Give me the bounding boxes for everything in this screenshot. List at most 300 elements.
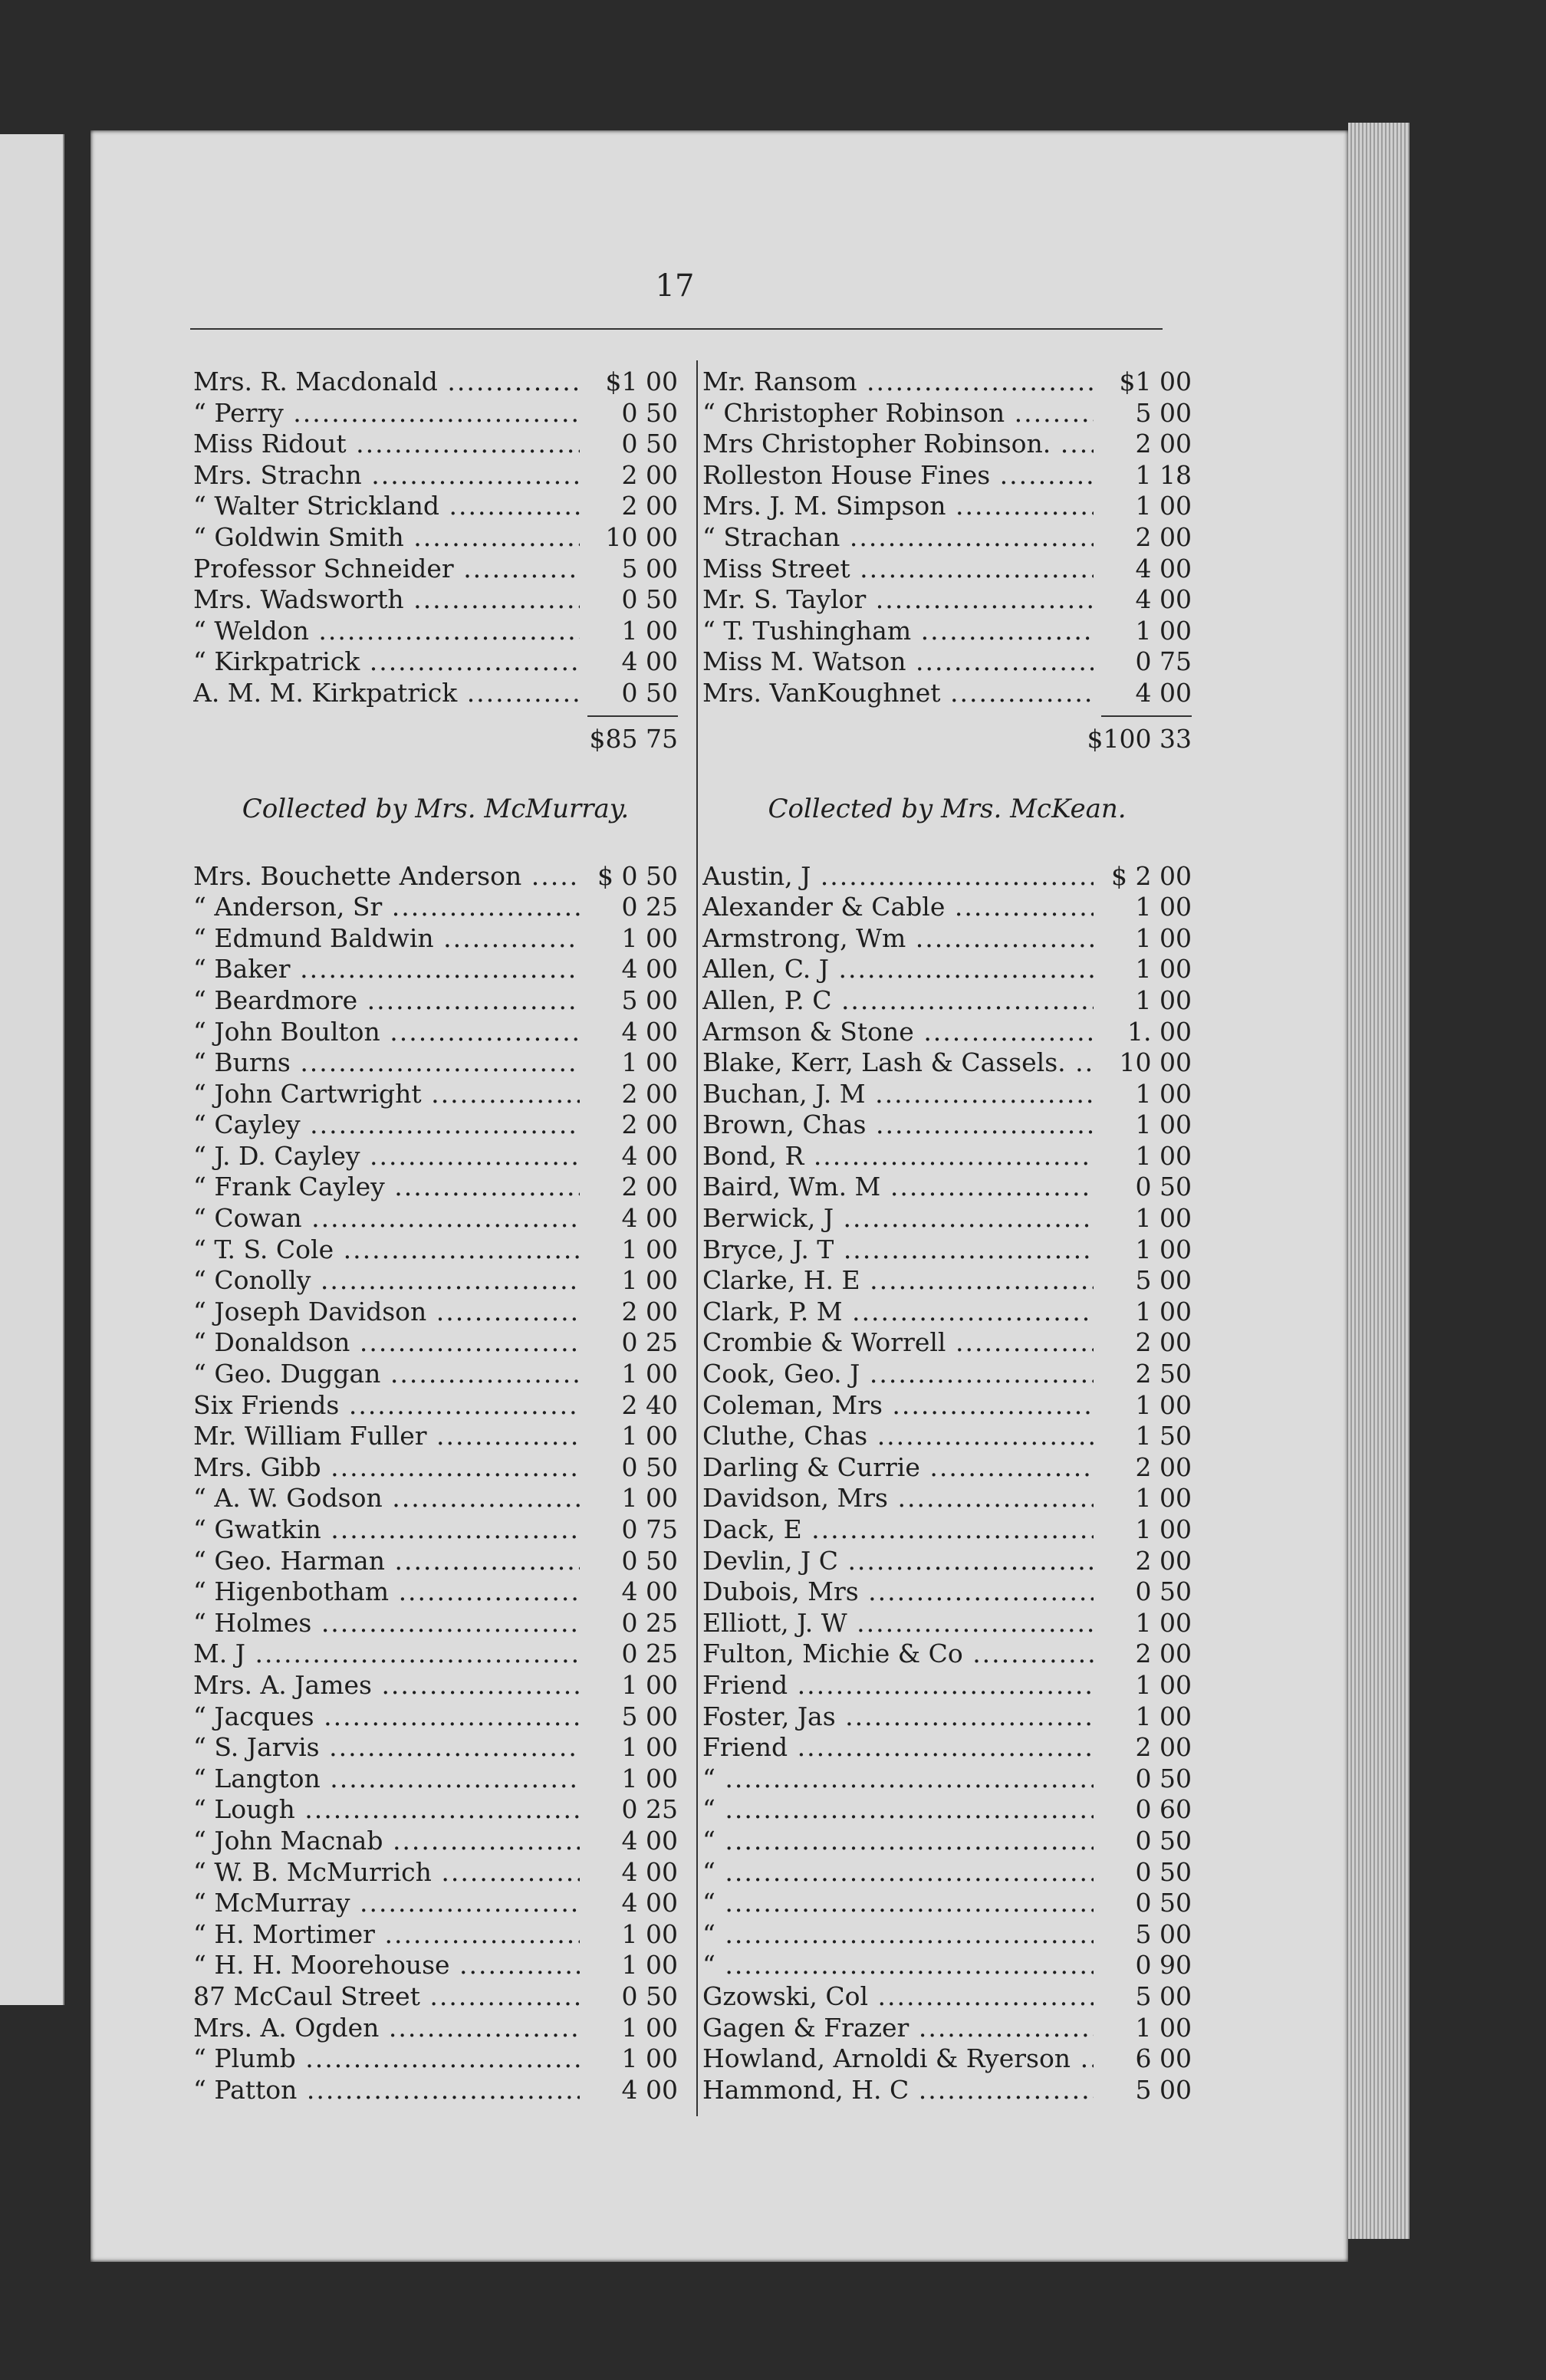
subscriber-name: “ Cowan <box>193 1203 302 1234</box>
list-item <box>702 985 1192 1017</box>
subscription-amount: 0 50 <box>580 584 678 616</box>
list-item <box>193 1421 678 1452</box>
subscriber-name: “ Joseph Davidson <box>193 1296 427 1326</box>
subscription-amount: 6 00 <box>1094 2043 1192 2075</box>
subscriber-name: Elliott, J. W <box>702 1607 847 1638</box>
list-item <box>702 1826 1192 1857</box>
subscriber-name: “ <box>702 1794 715 1825</box>
subscriber-name: Howland, Arnoldi & Ryerson <box>702 2043 1071 2074</box>
subscription-amount: 5 00 <box>1094 1981 1192 2013</box>
subscription-amount: 1 00 <box>1094 491 1192 522</box>
subscription-amount: 1 00 <box>1094 1234 1192 1266</box>
list-item <box>702 646 1192 678</box>
list-item <box>193 1857 678 1889</box>
subscriber-name: Miss Street <box>702 553 850 583</box>
list-item <box>702 1981 1192 2013</box>
subscriber-name: “ McMurray <box>193 1888 350 1918</box>
list-item <box>193 1546 678 1577</box>
left-subscriber-list-1 <box>193 367 678 709</box>
list-item <box>193 1670 678 1701</box>
subscriber-name: “ Holmes <box>193 1607 312 1638</box>
list-item <box>702 2043 1192 2075</box>
subscription-amount: 1 00 <box>580 1483 678 1514</box>
list-item <box>702 1794 1192 1826</box>
list-item <box>702 1452 1192 1484</box>
subscription-amount: 1 50 <box>1094 1421 1192 1452</box>
subscription-amount: 0 50 <box>1094 1764 1192 1795</box>
list-item <box>193 2043 678 2075</box>
subscription-amount: 4 00 <box>580 1857 678 1889</box>
subscriber-name: Clarke, H. E <box>702 1265 860 1296</box>
subscription-amount: 5 00 <box>580 1701 678 1733</box>
subscription-amount: 4 00 <box>1094 554 1192 585</box>
list-item <box>702 1047 1192 1079</box>
subscriber-name: Mrs Christopher Robinson. <box>702 429 1051 459</box>
list-item <box>702 1732 1192 1764</box>
subscription-amount: 2 00 <box>580 1109 678 1141</box>
subscription-amount: 1. 00 <box>1094 1017 1192 1048</box>
list-item <box>702 1109 1192 1141</box>
subscription-amount: 0 50 <box>1094 1172 1192 1203</box>
subscriber-name: “ Patton <box>193 2074 298 2105</box>
subscription-amount: 0 50 <box>580 678 678 709</box>
subscription-amount: 1 00 <box>580 2013 678 2044</box>
subscription-amount: 1 00 <box>1094 1701 1192 1733</box>
list-item <box>193 1172 678 1203</box>
subscriber-name: Fulton, Michie & Co <box>702 1639 963 1669</box>
subscriber-name: “ Gwatkin <box>193 1514 321 1544</box>
subscription-amount: 1 00 <box>1094 1483 1192 1514</box>
subscriber-name: Mrs. J. M. Simpson <box>702 491 946 521</box>
subscriber-name: Austin, J <box>702 860 811 891</box>
list-item <box>193 1079 678 1110</box>
subscriber-name: Armson & Stone <box>702 1016 914 1047</box>
list-item <box>702 2075 1192 2106</box>
list-item <box>193 1888 678 1919</box>
subscription-amount: 1 18 <box>1094 460 1192 491</box>
list-item <box>193 1203 678 1234</box>
list-item <box>193 1639 678 1670</box>
subscriber-name: Miss M. Watson <box>702 646 906 677</box>
subscription-amount: 1 00 <box>1094 1141 1192 1172</box>
subscriber-name: Allen, C. J <box>702 954 829 985</box>
list-item <box>193 861 678 893</box>
subscriber-name: Darling & Currie <box>702 1451 920 1482</box>
list-item <box>193 1576 678 1608</box>
subscription-amount: 0 50 <box>580 429 678 460</box>
list-item <box>702 398 1192 429</box>
list-item <box>193 1297 678 1328</box>
list-item <box>193 1794 678 1826</box>
subscriber-name: “ <box>702 1888 715 1918</box>
list-item <box>193 367 678 398</box>
subscriber-name: “ Cayley <box>193 1109 301 1140</box>
list-item <box>702 491 1192 522</box>
list-item <box>702 1639 1192 1670</box>
subscription-amount: 2 00 <box>580 1297 678 1328</box>
subscriber-name: M. J <box>193 1639 245 1669</box>
list-item <box>702 892 1192 923</box>
subscription-amount: 5 00 <box>1094 1265 1192 1297</box>
left-subscriber-list-2 <box>193 861 678 2106</box>
list-item <box>193 2013 678 2044</box>
list-item <box>702 2013 1192 2044</box>
list-item <box>702 584 1192 616</box>
list-item <box>702 1390 1192 1422</box>
subscription-amount: 1 00 <box>1094 1297 1192 1328</box>
list-item <box>193 1265 678 1297</box>
subscription-amount: 5 00 <box>580 985 678 1017</box>
left-section-heading: Collected by Mrs. McMurray. <box>242 793 630 824</box>
list-item <box>702 1203 1192 1234</box>
list-item <box>702 1701 1192 1733</box>
list-item <box>702 1857 1192 1889</box>
subscription-amount: 1 00 <box>580 1732 678 1764</box>
subscription-amount: 5 00 <box>580 554 678 585</box>
subscription-amount: 4 00 <box>580 2075 678 2106</box>
subscriber-name: Crombie & Worrell <box>702 1327 946 1358</box>
subscription-amount: 1 00 <box>580 1670 678 1701</box>
subscription-amount: 0 90 <box>1094 1950 1192 1981</box>
subscription-amount: 1 00 <box>580 1234 678 1266</box>
subscriber-name: Mr. S. Taylor <box>702 584 867 615</box>
subscription-amount: 1 00 <box>1094 1079 1192 1110</box>
right-total-rule <box>702 709 1192 722</box>
list-item <box>193 1826 678 1857</box>
subscriber-name: “ Lough <box>193 1794 295 1825</box>
list-item <box>702 367 1192 398</box>
subscriber-name: “ John Boulton <box>193 1016 380 1047</box>
subscription-amount: 1 00 <box>580 616 678 647</box>
right-total: $100 33 <box>1087 723 1192 754</box>
subscriber-name: Berwick, J <box>702 1203 834 1234</box>
list-item <box>702 1576 1192 1608</box>
subscriber-name: Mr. William Fuller <box>193 1421 427 1451</box>
subscription-amount: 4 00 <box>1094 678 1192 709</box>
subscriber-name: “ T. Tushingham <box>702 615 912 646</box>
subscription-amount: 4 00 <box>1094 584 1192 616</box>
subscriber-name: “ <box>702 1763 715 1793</box>
subscriber-name: Mrs. VanKoughnet <box>702 677 941 708</box>
subscription-amount: 2 00 <box>1094 1639 1192 1670</box>
subscriber-name: A. M. M. Kirkpatrick <box>193 677 458 708</box>
subscriber-name: “ Beardmore <box>193 985 358 1015</box>
subscriber-name: Gzowski, Col <box>702 1981 868 2011</box>
subscriber-name: “ Burns <box>193 1047 291 1078</box>
right-section-heading: Collected by Mrs. McKean. <box>768 793 1127 824</box>
right-column <box>702 367 1192 2106</box>
facing-page-edge <box>0 134 64 2005</box>
list-item <box>193 1514 678 1546</box>
subscription-amount: 10 00 <box>580 522 678 554</box>
list-item <box>702 1764 1192 1795</box>
list-item <box>193 1017 678 1048</box>
subscriber-name: Mrs. Wadsworth <box>193 584 404 615</box>
list-item <box>193 1919 678 1951</box>
list-item <box>702 460 1192 491</box>
left-total: $85 75 <box>589 723 678 754</box>
subscriber-name: Clark, P. M <box>702 1296 843 1326</box>
list-item <box>702 954 1192 985</box>
header-rule <box>190 328 1163 330</box>
subscriber-name: Mrs. A. Ogden <box>193 2012 380 2043</box>
subscriber-name: “ J. D. Cayley <box>193 1140 360 1171</box>
subscriber-name: Friend <box>702 1732 788 1763</box>
list-item <box>702 1265 1192 1297</box>
subscription-amount: 2 40 <box>580 1390 678 1422</box>
subscriber-name: “ <box>702 1825 715 1856</box>
list-item <box>193 1359 678 1390</box>
subscription-amount: 4 00 <box>580 954 678 985</box>
subscriber-name: “ Frank Cayley <box>193 1172 385 1202</box>
subscriber-name: Bond, R <box>702 1140 804 1171</box>
subscriber-name: Dack, E <box>702 1514 802 1544</box>
list-item <box>702 616 1192 647</box>
subscription-amount: 0 50 <box>1094 1888 1192 1919</box>
list-item <box>193 954 678 985</box>
list-item <box>702 678 1192 709</box>
subscription-amount: 1 00 <box>1094 985 1192 1017</box>
subscription-amount: $ 2 00 <box>1094 861 1192 893</box>
subscription-amount: 4 00 <box>580 1826 678 1857</box>
list-item <box>702 1546 1192 1577</box>
list-item <box>702 1483 1192 1514</box>
subscriber-name: Mrs. A. James <box>193 1669 372 1700</box>
list-item <box>702 1670 1192 1701</box>
subscription-amount: 10 00 <box>1094 1047 1192 1079</box>
subscription-amount: 4 00 <box>580 1203 678 1234</box>
subscriber-name: Mr. Ransom <box>702 367 857 396</box>
subscription-amount: 4 00 <box>580 1576 678 1608</box>
subscription-amount: 0 25 <box>580 1794 678 1826</box>
subscriber-name: “ <box>702 1950 715 1981</box>
subscriber-name: “ Langton <box>193 1763 321 1793</box>
subscriber-name: Coleman, Mrs <box>702 1389 883 1420</box>
list-item <box>702 1950 1192 1981</box>
subscription-amount: 2 00 <box>580 460 678 491</box>
subscriber-name: Professor Schneider <box>193 553 454 583</box>
subscription-amount: 0 50 <box>580 1981 678 2013</box>
list-item <box>193 554 678 585</box>
subscription-amount: 4 00 <box>580 1017 678 1048</box>
list-item <box>193 1483 678 1514</box>
list-item <box>702 1919 1192 1951</box>
list-item <box>702 522 1192 554</box>
subscriber-name: “ Goldwin Smith <box>193 521 404 552</box>
subscription-amount: 0 50 <box>1094 1826 1192 1857</box>
list-item <box>702 861 1192 893</box>
subscriber-name: “ Geo. Duggan <box>193 1359 381 1389</box>
subscriber-name: “ Walter Strickland <box>193 491 439 521</box>
subscription-amount: 1 00 <box>1094 2013 1192 2044</box>
subscriber-name: “ John Cartwright <box>193 1078 422 1109</box>
subscriber-name: “ T. S. Cole <box>193 1234 334 1264</box>
subscriber-name: Gagen & Frazer <box>702 2012 910 2043</box>
subscription-amount: 1 00 <box>1094 923 1192 955</box>
subscription-amount: 0 25 <box>580 1327 678 1359</box>
subscriber-name: “ Kirkpatrick <box>193 646 360 677</box>
subscriber-name: “ Anderson, Sr <box>193 892 383 922</box>
list-item <box>193 522 678 554</box>
list-item <box>702 1141 1192 1172</box>
subscription-amount: 0 50 <box>1094 1857 1192 1889</box>
list-item <box>702 1888 1192 1919</box>
subscription-amount: 0 25 <box>580 892 678 923</box>
subscriber-name: “ H. Mortimer <box>193 1918 375 1949</box>
subscriber-name: “ Strachan <box>702 521 840 552</box>
subscription-amount: 0 60 <box>1094 1794 1192 1826</box>
subscription-amount: 2 00 <box>1094 1327 1192 1359</box>
subscription-amount: 1 00 <box>580 2043 678 2075</box>
list-item <box>193 923 678 955</box>
left-total-rule <box>193 709 678 722</box>
column-divider <box>696 360 698 2116</box>
list-item <box>702 1079 1192 1110</box>
list-item <box>702 923 1192 955</box>
subscriber-name: Alexander & Cable <box>702 892 946 922</box>
subscription-amount: 0 25 <box>580 1608 678 1639</box>
subscriber-name: 87 McCaul Street <box>193 1981 420 2011</box>
subscription-amount: 2 00 <box>1094 1452 1192 1484</box>
subscription-amount: 1 00 <box>580 1919 678 1951</box>
list-item <box>193 1732 678 1764</box>
list-item <box>702 1421 1192 1452</box>
subscriber-name: “ <box>702 1918 715 1949</box>
subscriber-name: “ Edmund Baldwin <box>193 922 434 953</box>
subscription-amount: 4 00 <box>580 1141 678 1172</box>
list-item <box>193 429 678 460</box>
subscriber-name: “ <box>702 1856 715 1887</box>
subscription-amount: 0 50 <box>1094 1576 1192 1608</box>
subscription-amount: 0 50 <box>580 398 678 429</box>
list-item <box>193 985 678 1017</box>
subscriber-name: Davidson, Mrs <box>702 1483 888 1514</box>
list-item <box>702 1172 1192 1203</box>
subscriber-name: “ Higenbotham <box>193 1576 390 1607</box>
subscriber-name: Friend <box>702 1669 788 1700</box>
list-item <box>702 1234 1192 1266</box>
right-subscriber-list-1 <box>702 367 1192 709</box>
subscriber-name: Armstrong, Wm <box>702 922 906 953</box>
subscription-amount: 4 00 <box>580 1888 678 1919</box>
subscription-amount: 5 00 <box>1094 398 1192 429</box>
subscriber-name: “ Conolly <box>193 1265 311 1296</box>
subscriber-name: Miss Ridout <box>193 429 347 459</box>
list-item <box>702 1514 1192 1546</box>
list-item <box>702 1608 1192 1639</box>
list-item <box>193 616 678 647</box>
subscriber-name: Bryce, J. T <box>702 1234 834 1264</box>
subscription-amount: 0 25 <box>580 1639 678 1670</box>
subscription-amount: $ 0 50 <box>580 861 678 893</box>
subscription-amount: 1 00 <box>1094 1390 1192 1422</box>
list-item <box>193 584 678 616</box>
subscriber-name: “ Baker <box>193 954 291 985</box>
subscription-amount: 0 75 <box>580 1514 678 1546</box>
subscription-amount: 1 00 <box>580 923 678 955</box>
list-item <box>702 1017 1192 1048</box>
list-item <box>702 1359 1192 1390</box>
subscriber-name: Hammond, H. C <box>702 2074 910 2105</box>
list-item <box>193 1390 678 1422</box>
page-stack-edges <box>1348 123 1409 2239</box>
list-item <box>702 429 1192 460</box>
left-column <box>193 367 678 2106</box>
list-item <box>193 491 678 522</box>
subscription-amount: 1 00 <box>580 1950 678 1981</box>
list-item <box>193 646 678 678</box>
subscriber-name: “ John Macnab <box>193 1825 383 1856</box>
subscriber-name: “ Weldon <box>193 615 309 646</box>
subscription-amount: 0 50 <box>580 1546 678 1577</box>
subscription-amount: $1 00 <box>580 367 678 398</box>
right-subscriber-list-2 <box>702 861 1192 2106</box>
subscriber-name: “ H. H. Moorehouse <box>193 1950 450 1981</box>
subscriber-name: Six Friends <box>193 1389 340 1420</box>
subscription-amount: 2 00 <box>1094 1546 1192 1577</box>
subscriber-name: “ Geo. Harman <box>193 1545 385 1576</box>
subscriber-name: Cook, Geo. J <box>702 1359 860 1389</box>
subscriber-name: “ S. Jarvis <box>193 1732 320 1763</box>
subscription-amount: 1 00 <box>1094 892 1192 923</box>
subscription-amount: 2 00 <box>1094 1732 1192 1764</box>
list-item <box>193 1047 678 1079</box>
list-item <box>193 2075 678 2106</box>
subscriber-name: “ W. B. McMurrich <box>193 1856 432 1887</box>
list-item <box>702 554 1192 585</box>
subscriber-name: Allen, P. C <box>702 985 832 1015</box>
subscriber-name: Dubois, Mrs <box>702 1576 859 1607</box>
subscriber-name: Brown, Chas <box>702 1109 867 1140</box>
list-item <box>193 1981 678 2013</box>
list-item <box>193 1608 678 1639</box>
list-item <box>193 398 678 429</box>
page-number: 17 <box>655 268 695 304</box>
list-item <box>193 892 678 923</box>
subscriber-name: “ A. W. Godson <box>193 1483 383 1514</box>
subscription-amount: 1 00 <box>1094 1109 1192 1141</box>
subscriber-name: Baird, Wm. M <box>702 1172 881 1202</box>
subscription-amount: 2 00 <box>1094 429 1192 460</box>
list-item <box>193 1109 678 1141</box>
subscription-amount: 5 00 <box>1094 2075 1192 2106</box>
subscription-amount: 1 00 <box>580 1764 678 1795</box>
subscriber-name: Rolleston House Fines <box>702 459 991 490</box>
subscription-amount: 5 00 <box>1094 1919 1192 1951</box>
list-item <box>193 1452 678 1484</box>
subscriber-name: Mrs. Strachn <box>193 459 362 490</box>
subscriber-name: Devlin, J C <box>702 1545 838 1576</box>
subscription-amount: 2 50 <box>1094 1359 1192 1390</box>
subscription-amount: 0 75 <box>1094 646 1192 678</box>
subscription-amount: 1 00 <box>580 1421 678 1452</box>
list-item <box>193 1764 678 1795</box>
list-item <box>193 1327 678 1359</box>
subscription-amount: 2 00 <box>580 1079 678 1110</box>
subscription-amount: 4 00 <box>580 646 678 678</box>
subscription-amount: 2 00 <box>580 1172 678 1203</box>
list-item <box>702 1297 1192 1328</box>
subscription-amount: 1 00 <box>1094 1203 1192 1234</box>
subscriber-name: “ Jacques <box>193 1701 314 1731</box>
list-item <box>193 678 678 709</box>
subscription-amount: 2 00 <box>1094 522 1192 554</box>
subscriber-name: Mrs. R. Macdonald <box>193 367 438 396</box>
subscription-amount: 1 00 <box>1094 616 1192 647</box>
list-item <box>193 1234 678 1266</box>
subscription-amount: 1 00 <box>580 1265 678 1297</box>
subscription-amount: $1 00 <box>1094 367 1192 398</box>
